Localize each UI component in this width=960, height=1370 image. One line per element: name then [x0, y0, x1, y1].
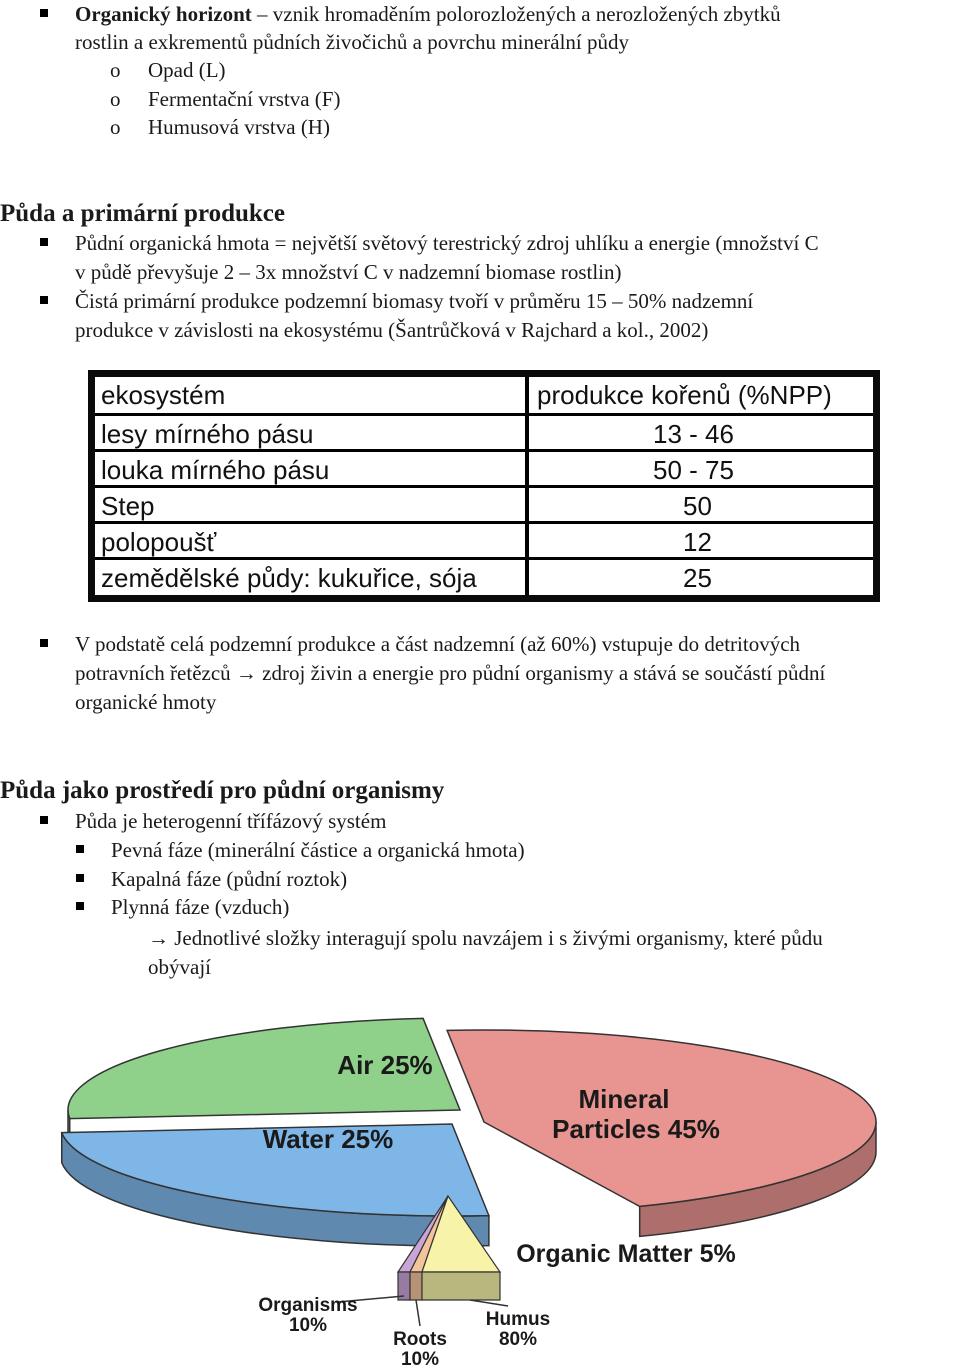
organic-label-humus: Humus — [485, 1309, 551, 1330]
bullet-text: V podstatě celá podzemní produkce a část nadzemní (až 60%) vstupuje do detritových — [75, 632, 801, 656]
sub-bullet-text: Kapalná fáze (půdní roztok) — [111, 867, 348, 891]
table-cell: 13 - 46 — [653, 419, 734, 449]
organic-segment-side — [422, 1272, 500, 1300]
sublist-item: Humusová vrstva (H) — [148, 115, 330, 139]
bullet-text: produkce v závislosti na ekosystému (Šantrůčková v Rajchard a kol., 2002) — [75, 318, 709, 342]
pie-3d-group — [62, 1018, 876, 1326]
bullet-text: Půda je heterogenní třífázový systém — [75, 809, 387, 833]
bullet-text: Čistá primární produkce podzemní biomasy tvoří v průměru 15 – 50% nadzemní — [75, 289, 754, 313]
bullet-text: Půdní organická hmota = největší světový terestrický zdroj uhlíku a energie (množství C — [75, 231, 819, 255]
pie-label-air: Air 25% — [337, 1050, 433, 1080]
organic-horizon-desc-2: rostlin a exkrementů půdních živočichů a povrchu minerální půdy — [75, 30, 630, 54]
bullet-marker — [40, 238, 48, 246]
pie-label-water: Water 25% — [262, 1124, 394, 1154]
table-cell: polopoušť — [101, 527, 217, 557]
table-row — [95, 449, 873, 488]
leader-line — [470, 1300, 508, 1306]
bullet-marker — [40, 296, 48, 304]
bullet-text-part: zdroj živin a energie pro půdní organismy a stává se součástí půdní — [262, 661, 826, 685]
bullet-marker — [40, 9, 48, 17]
table-header-cell: ekosystém — [101, 380, 226, 410]
sub-marker: o — [110, 87, 121, 111]
bullet-text-line — [75, 659, 825, 688]
organic-label-organisms-pct: 10% — [288, 1315, 328, 1336]
table-row — [95, 521, 873, 560]
organic-label-humus-pct: 80% — [498, 1329, 538, 1350]
sublist-item: Opad (L) — [148, 58, 226, 82]
note-line — [148, 924, 823, 953]
organic-label-roots: Roots — [393, 1329, 447, 1350]
arrow-icon: → — [235, 661, 257, 685]
table-header-row — [95, 377, 873, 413]
section-heading-soil-environment: Půda jako prostředí pro půdní organismy — [0, 777, 445, 804]
bullet-marker — [76, 874, 84, 882]
section-heading-primary-production: Půda a primární produkce — [0, 200, 285, 227]
root-production-table — [88, 370, 880, 602]
pie-label-organic-matter: Organic Matter 5% — [516, 1240, 736, 1268]
sub-bullet-text: Pevná fáze (minerální částice a organická hmota) — [111, 838, 525, 862]
pie-label-mineral: Particles 45% — [552, 1114, 720, 1144]
organic-horizon-title: Organický horizont — [75, 2, 252, 26]
table-cell: 50 - 75 — [653, 455, 734, 485]
bullet-marker — [76, 845, 84, 853]
table-cell: Step — [101, 491, 155, 521]
organic-horizon-desc: – vznik hromaděním polorozložených a nerozložených zbytků — [257, 2, 781, 26]
table-row — [95, 413, 873, 452]
table-cell: 12 — [683, 527, 712, 557]
table-row — [95, 485, 873, 524]
bullet-marker — [76, 902, 84, 910]
note-text: obývají — [148, 955, 211, 979]
table-cell: louka mírného pásu — [101, 455, 330, 485]
bullet-text: organické hmoty — [75, 690, 217, 714]
arrow-icon: → — [148, 926, 169, 950]
organic-segment-side — [410, 1272, 422, 1300]
leader-line — [416, 1300, 420, 1326]
bullet-marker — [40, 816, 48, 824]
sub-bullet-text: Plynná fáze (vzduch) — [111, 895, 290, 919]
bullet-text: v půdě převyšuje 2 – 3x množství C v nadzemní biomase rostlin) — [75, 260, 622, 284]
organic-label-organisms: Organisms — [258, 1295, 358, 1316]
pie-label-mineral: Mineral — [578, 1084, 670, 1114]
sub-marker: o — [110, 115, 121, 139]
table-cell: 25 — [683, 563, 712, 593]
organic-label-roots-pct: 10% — [400, 1349, 440, 1370]
table-row — [95, 557, 873, 596]
bullet-text-part: potravních řetězců — [75, 661, 231, 685]
sublist-item: Fermentační vrstva (F) — [148, 87, 341, 111]
table-header-cell: produkce kořenů (%NPP) — [537, 380, 832, 410]
table-cell: lesy mírného pásu — [101, 419, 314, 449]
table-cell: zemědělské půdy: kukuřice, sója — [101, 563, 477, 593]
sub-marker: o — [110, 58, 121, 82]
soil-composition-pie-chart — [0, 1000, 960, 1370]
bullet-marker — [40, 639, 48, 647]
table-cell: 50 — [683, 491, 712, 521]
note-text: Jednotlivé složky interagují spolu navzájem i s živými organismy, které půdu — [174, 926, 823, 950]
organic-horizon-line — [75, 0, 781, 29]
